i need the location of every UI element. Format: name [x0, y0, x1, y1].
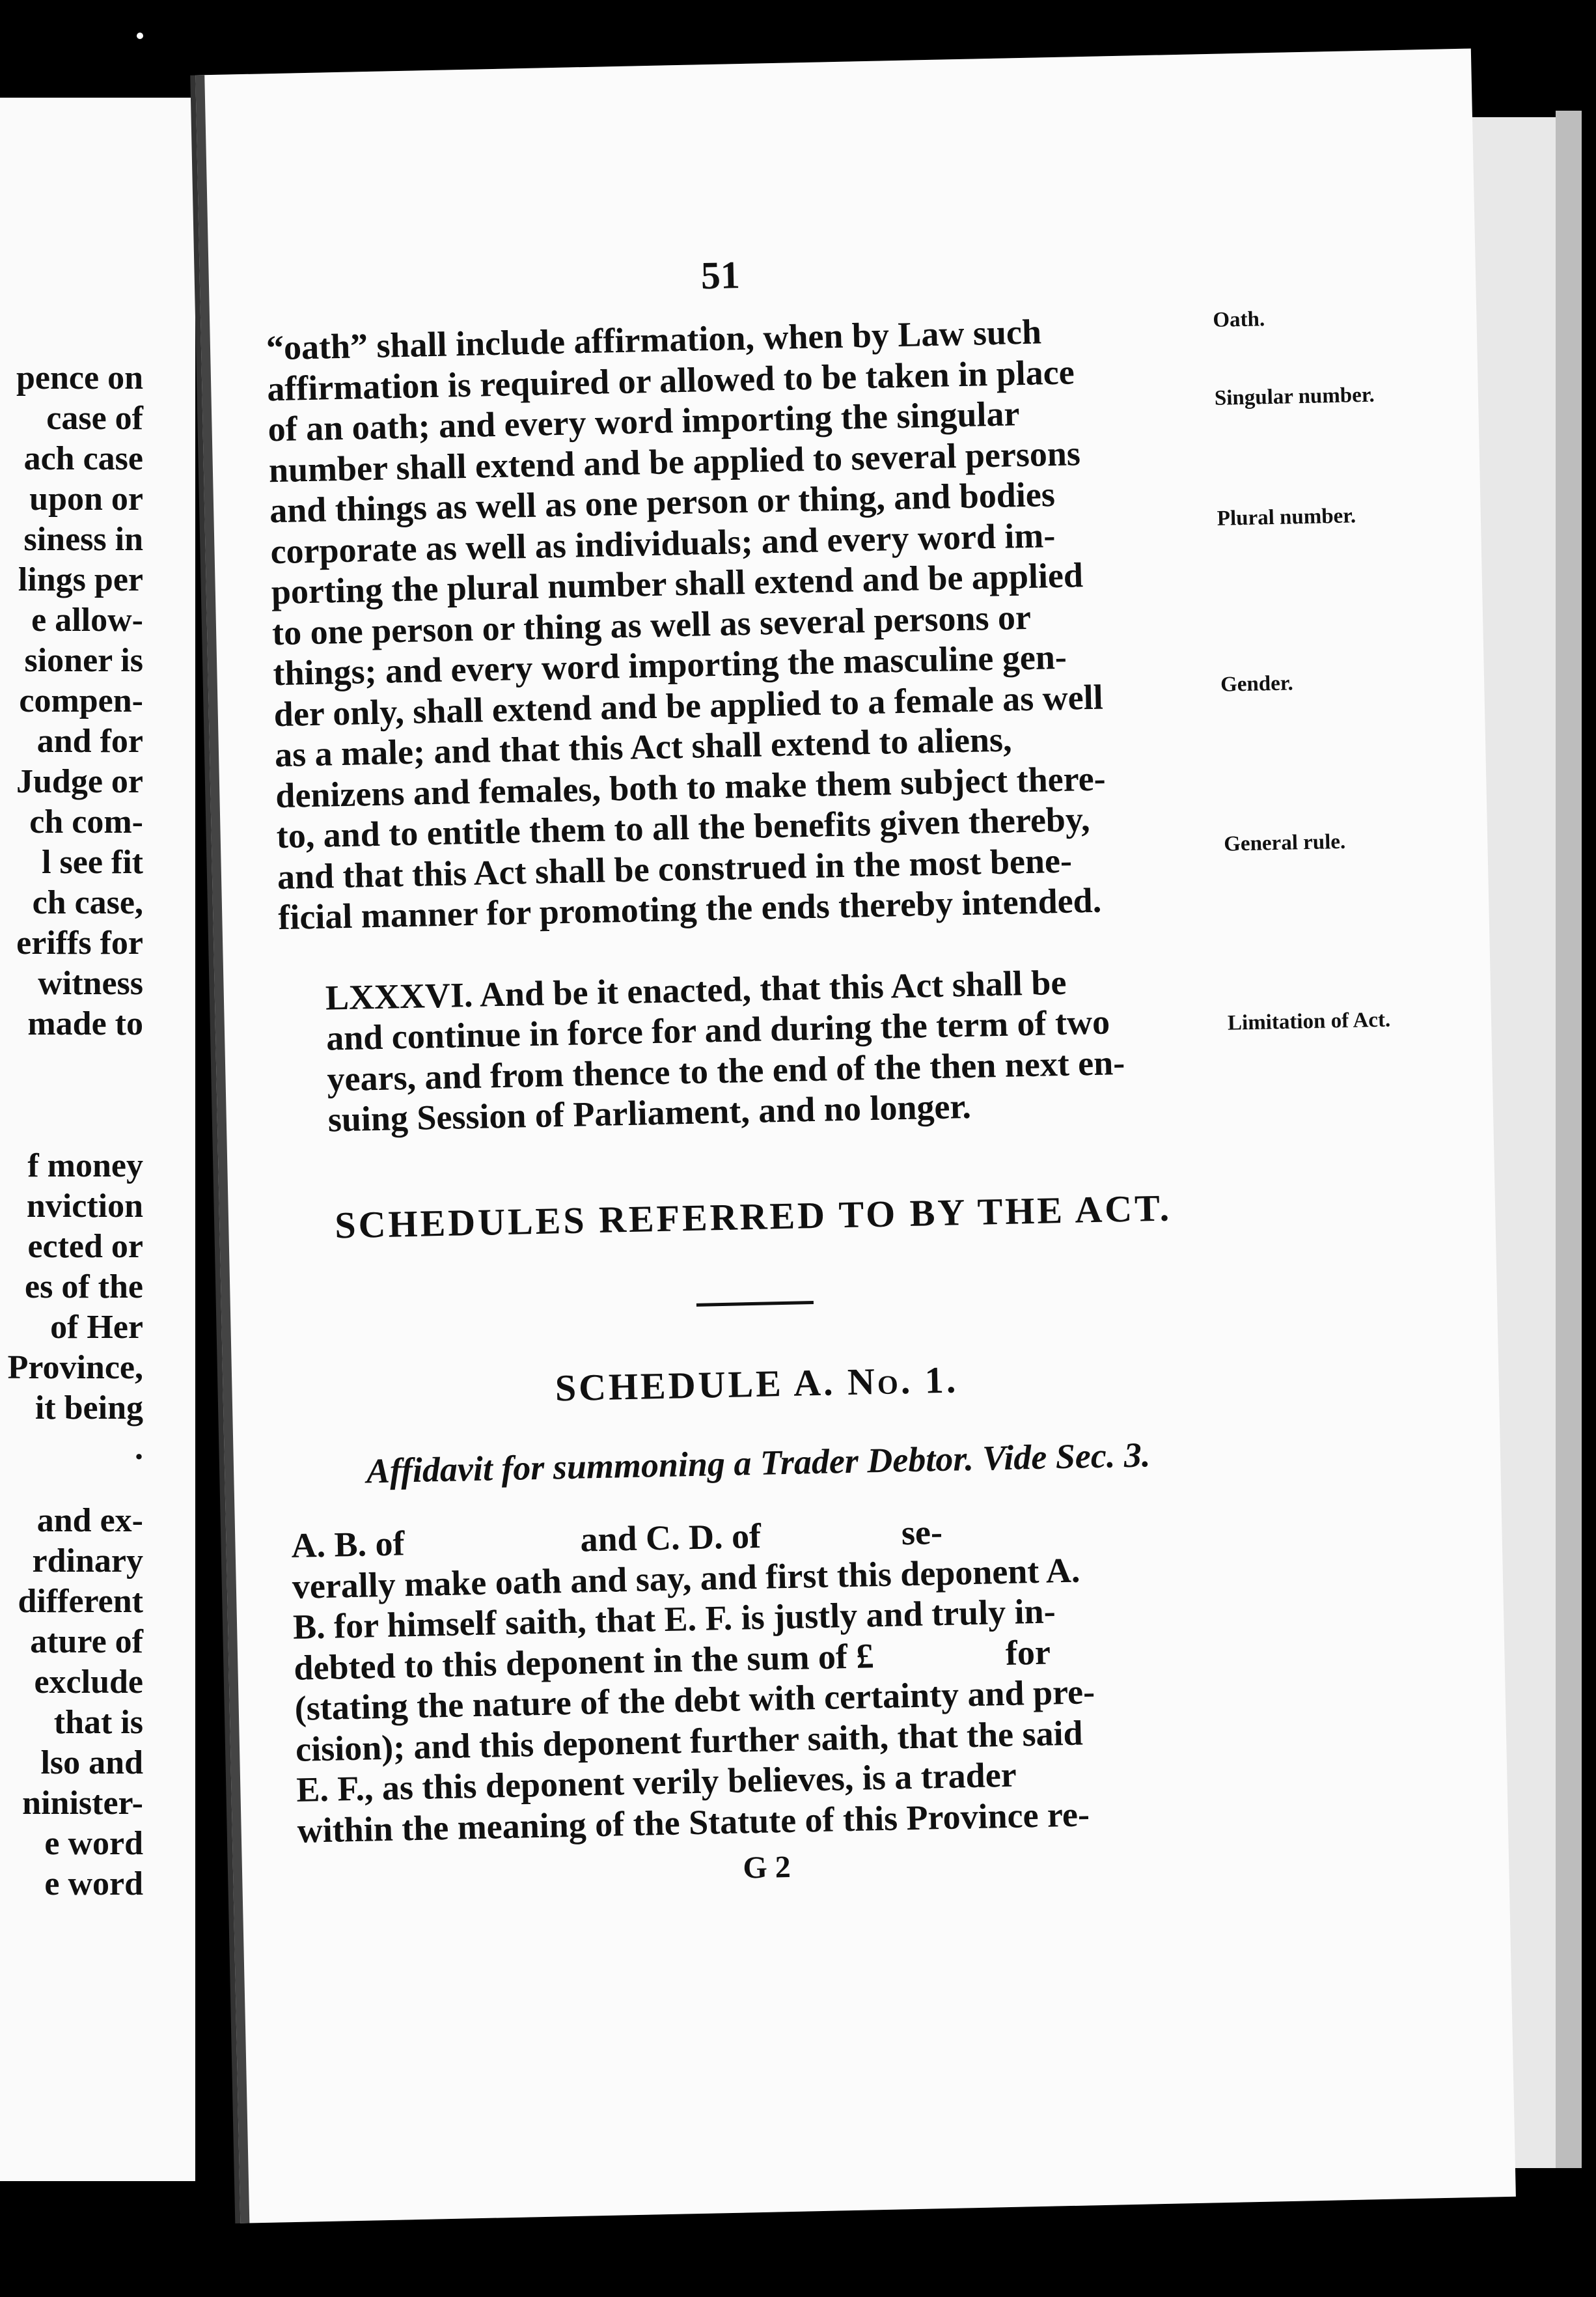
- text-line: of an oath; and every word importing the singular: [267, 394, 1021, 449]
- signature-mark: G 2: [742, 1849, 791, 1886]
- left-page-line: f money: [27, 1147, 143, 1184]
- left-page-line: and ex-: [36, 1502, 143, 1539]
- left-page-line: different: [18, 1583, 143, 1620]
- left-page-line: es of the: [25, 1268, 143, 1305]
- text-line: LXXXVI. And be it enacted, that this Act shall be: [325, 962, 1067, 1018]
- text-line: suing Session of Parliament, and no longer.: [327, 1086, 972, 1139]
- left-page-line: nviction: [26, 1188, 143, 1225]
- left-page-line: ach case: [23, 440, 143, 477]
- left-page-line: l see fit: [42, 844, 143, 881]
- margin-notes: [1213, 303, 1427, 1035]
- text-line: “oath” shall include affirmation, when by Law such: [266, 312, 1042, 368]
- left-page-line: lso and: [40, 1744, 143, 1781]
- text-line: affirmation is required or allowed to be taken in place: [266, 352, 1075, 408]
- margin-note-oath: Oath.: [1213, 307, 1265, 332]
- form-line: A. B. of and C. D. of se-: [290, 1512, 943, 1565]
- affidavit-title: Affidavit for summoning a Trader Debtor. Vide Sec. 3.: [366, 1434, 1151, 1490]
- text-line: and things as well as one person or thing, and bodies: [269, 475, 1056, 531]
- text-line: to, and to entitle them to all the benefits given thereby,: [276, 800, 1090, 856]
- margin-note-singular: Singular number.: [1214, 383, 1375, 410]
- binding-gutter: [195, 75, 249, 2223]
- left-page-line: ature of: [30, 1623, 143, 1660]
- text-line: denizens and females, both to make them subject there-: [275, 758, 1107, 815]
- form-line: verally make oath and say, and first this deponent A.: [292, 1550, 1080, 1606]
- margin-note-plural: Plural number.: [1217, 504, 1356, 531]
- left-page-line: lings per: [18, 561, 143, 598]
- page-number: 51: [700, 253, 741, 298]
- left-page-line: upon or: [29, 480, 143, 518]
- interpretation-paragraph: [266, 308, 1215, 938]
- left-page-text-bottom: [0, 1501, 143, 1904]
- text-line: as a male; and that this Act shall extend to aliens,: [274, 719, 1013, 775]
- form-line: cision); and this deponent further saith, that the said: [295, 1713, 1084, 1769]
- dust-spot: [137, 33, 143, 39]
- text-line: number shall extend and be applied to several persons: [268, 433, 1081, 490]
- left-page-line: e allow-: [31, 602, 143, 639]
- left-page-line: sioner is: [24, 642, 143, 679]
- form-line: E. F., as this deponent verily believes, is a trader: [296, 1755, 1017, 1809]
- divider-rule: [696, 1301, 814, 1307]
- left-page-line: and for: [36, 723, 143, 760]
- left-page-line: made to: [27, 1005, 143, 1042]
- text-line: and that this Act shall be construed in the most bene-: [277, 841, 1073, 897]
- text-line: corporate as well as individuals; and every word im-: [269, 515, 1056, 571]
- text-line: years, and from thence to the end of the then next en-: [326, 1042, 1125, 1099]
- left-page-line: ch com-: [29, 803, 143, 841]
- margin-note-general-rule: General rule.: [1223, 829, 1346, 856]
- left-page-line: rdinary: [32, 1542, 143, 1580]
- left-page-line: e word: [44, 1825, 143, 1862]
- text-line: porting the plural number shall extend and be applied: [271, 555, 1084, 612]
- form-line: (stating the nature of the debt with certainty and pre-: [294, 1672, 1095, 1728]
- left-page-text-top: [0, 358, 143, 1044]
- left-page-line: compen-: [19, 682, 143, 719]
- left-page-line: siness in: [23, 521, 143, 558]
- text-line: and continue in force for and during the term of two: [325, 1002, 1110, 1058]
- schedules-heading: SCHEDULES REFERRED TO BY THE ACT.: [334, 1186, 1172, 1246]
- main-text-column: [266, 308, 1235, 1898]
- main-page: [195, 48, 1516, 2223]
- margin-note-gender: Gender.: [1220, 671, 1294, 697]
- left-page: [0, 98, 195, 2181]
- left-page-line: case of: [46, 400, 143, 437]
- page-stack-edge: [1556, 111, 1582, 2168]
- form-line: debted to this deponent in the sum of £ for: [293, 1632, 1051, 1688]
- left-page-line: that is: [53, 1704, 143, 1741]
- left-page-line: witness: [38, 965, 143, 1002]
- left-page-line: .: [135, 1430, 143, 1467]
- left-page-line: eriffs for: [16, 925, 143, 962]
- section-lxxxvi: [279, 958, 1220, 1141]
- left-page-line: pence on: [16, 359, 143, 397]
- left-page-line: exclude: [34, 1664, 143, 1701]
- left-page-line: it being: [34, 1389, 143, 1427]
- margin-note-limitation: Limitation of Act.: [1227, 1008, 1391, 1035]
- affidavit-form: [291, 1506, 1235, 1851]
- left-page-line: ninister-: [22, 1785, 143, 1822]
- text-line: ficial manner for promoting the ends thereby intended.: [277, 880, 1102, 938]
- left-page-line: e word: [44, 1865, 143, 1902]
- left-page-line: of Her: [50, 1309, 143, 1346]
- form-line: within the meaning of the Statute of this Province re-: [297, 1794, 1090, 1850]
- text-line: der only, shall extend and be applied to a female as well: [273, 677, 1104, 734]
- left-page-line: Province,: [7, 1349, 143, 1386]
- left-page-line: ected or: [27, 1228, 143, 1265]
- left-page-line: ch case,: [32, 884, 143, 921]
- left-page-text-mid: [0, 1146, 143, 1469]
- schedule-a-heading: SCHEDULE A. No. 1.: [555, 1358, 959, 1410]
- form-line: B. for himself saith, that E. F. is justly and truly in-: [292, 1591, 1056, 1647]
- text-line: to one person or thing as well as several persons or: [271, 597, 1032, 652]
- text-line: things; and every word importing the masculine gen-: [272, 637, 1067, 693]
- left-page-line: Judge or: [16, 763, 143, 800]
